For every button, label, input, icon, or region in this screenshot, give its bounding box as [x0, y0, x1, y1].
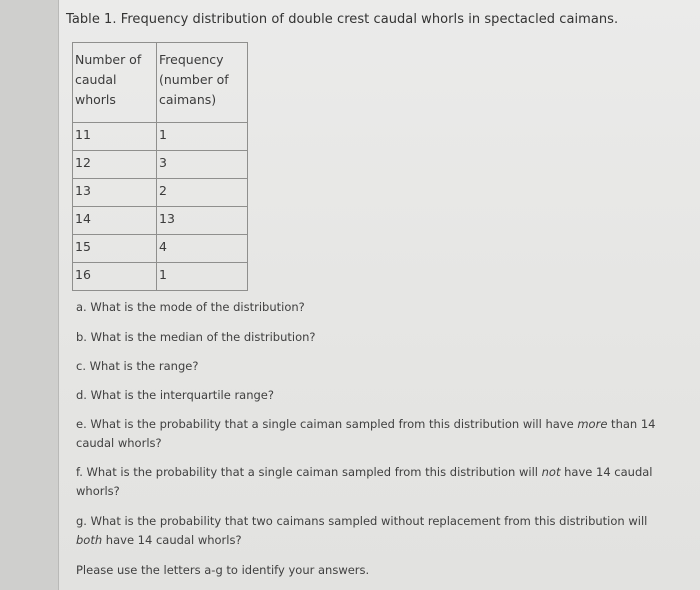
table-row [73, 151, 248, 179]
question-b: b. What is the median of the distribution? [76, 330, 316, 344]
cell-frequency: 4 [157, 235, 248, 263]
cell-whorls: 15 [73, 235, 157, 263]
question-e: e. What is the probability that a single caiman sampled from this distribution will have more than 14 caudal whorls? [76, 417, 656, 450]
question-a: a. What is the mode of the distribution? [76, 300, 305, 314]
frequency-table [72, 42, 248, 291]
table-row [73, 235, 248, 263]
question-g: g. What is the probability that two caimans sampled without replacement from this distribution will both have 14 caudal whorls? [76, 514, 648, 547]
cell-whorls: 13 [73, 179, 157, 207]
table-row [73, 263, 248, 291]
instructions: Please use the letters a-g to identify your answers. [76, 563, 370, 577]
cell-whorls: 16 [73, 263, 157, 291]
header-cell-frequency: Frequency (number of caimans) [157, 43, 248, 123]
cell-frequency: 3 [157, 151, 248, 179]
table-header-row [73, 43, 248, 123]
header-cell-whorls: Number of caudal whorls [73, 43, 157, 123]
cell-whorls: 12 [73, 151, 157, 179]
question-d: d. What is the interquartile range? [76, 388, 274, 402]
question-c: c. What is the range? [76, 359, 199, 373]
cell-frequency: 2 [157, 179, 248, 207]
table-row [73, 123, 248, 151]
table-caption: Table 1. Frequency distribution of double crest caudal whorls in spectacled caimans. [66, 12, 619, 27]
cell-whorls: 14 [73, 207, 157, 235]
table-row [73, 207, 248, 235]
cell-frequency: 1 [157, 123, 248, 151]
question-f: f. What is the probability that a single caiman sampled from this distribution will not have 14 caudal whorls? [76, 465, 653, 498]
cell-whorls: 11 [73, 123, 157, 151]
cell-frequency: 1 [157, 263, 248, 291]
table-row [73, 179, 248, 207]
cell-frequency: 13 [157, 207, 248, 235]
